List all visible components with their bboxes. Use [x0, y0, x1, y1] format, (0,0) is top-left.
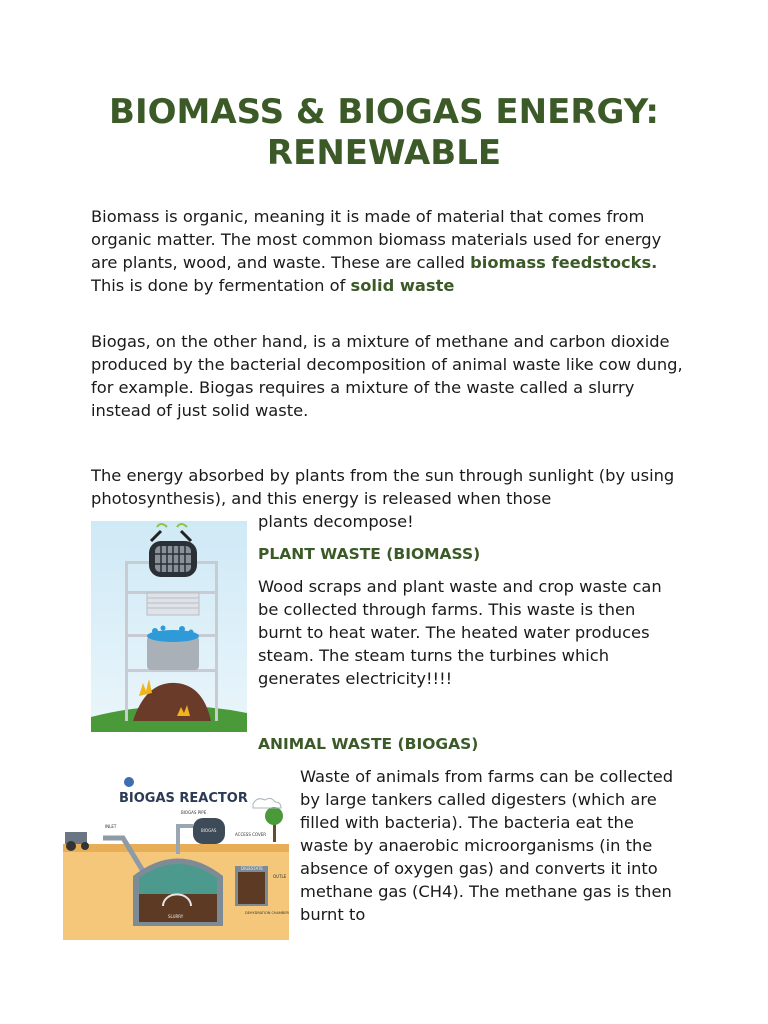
biomass-plant-illustration [91, 521, 247, 732]
intro-paragraph [91, 205, 691, 297]
intro-text-2: This is done by fermentation of [91, 276, 351, 295]
plant-waste-paragraph: Wood scraps and plant waste and crop waste can be collected through farms. This waste is then burnt to heat water. The heated water produces steam. The steam turns the turbines which generates electricity!!!! [258, 577, 662, 688]
animal-waste-heading: ANIMAL WASTE (BIOGAS) [258, 735, 479, 753]
label-digestate: DIGESTATE [241, 866, 263, 871]
energy-paragraph-line2: plants decompose! [258, 512, 414, 531]
solid-waste-highlight: solid waste [350, 276, 455, 295]
label-dehydration: DEHYDRATION CHAMBER [245, 911, 289, 915]
label-slurry: SLURRY [168, 914, 184, 919]
reactor-title: BIOGAS REACTOR [119, 791, 248, 806]
label-access-cover: ACCESS COVER [235, 832, 267, 837]
energy-paragraph-line1: The energy absorbed by plants from the sun through sunlight (by using photosynthesis), and this energy is released when those [91, 466, 675, 508]
label-biogas-pipe: BIOGAS PIPE [181, 810, 207, 815]
plant-waste-heading: PLANT WASTE (BIOMASS) [258, 545, 481, 563]
biomass-feedstocks-highlight: biomass feedstocks. [470, 253, 658, 272]
label-inlet: INLET [105, 824, 117, 829]
label-biogas: BIOGAS [201, 828, 217, 833]
animal-waste-paragraph: Waste of animals from farms can be collected by large tankers called digesters (which are filled with bacteria). The bacteria eat the waste by anaerobic microorganisms (in the absence of oxygen gas) and converts it into methane gas (CH4). The methane gas is then burnt to [300, 767, 674, 924]
intro-text-1: Biomass is organic, meaning it is made of material that comes from organic matter. The most common biomass materials used for energy are plants, wood, and waste. These are called [91, 207, 662, 272]
label-outlet: OUTLE [273, 874, 287, 879]
biogas-paragraph: Biogas, on the other hand, is a mixture of methane and carbon dioxide produced by the bacterial decomposition of animal waste like cow dung, for example. Biogas requires a mixture of the waste called a slurry instead of just solid waste. [91, 332, 683, 420]
biogas-reactor-illustration [63, 766, 289, 940]
page-title: BIOMASS & BIOGAS ENERGY: RENEWABLE [109, 92, 659, 173]
